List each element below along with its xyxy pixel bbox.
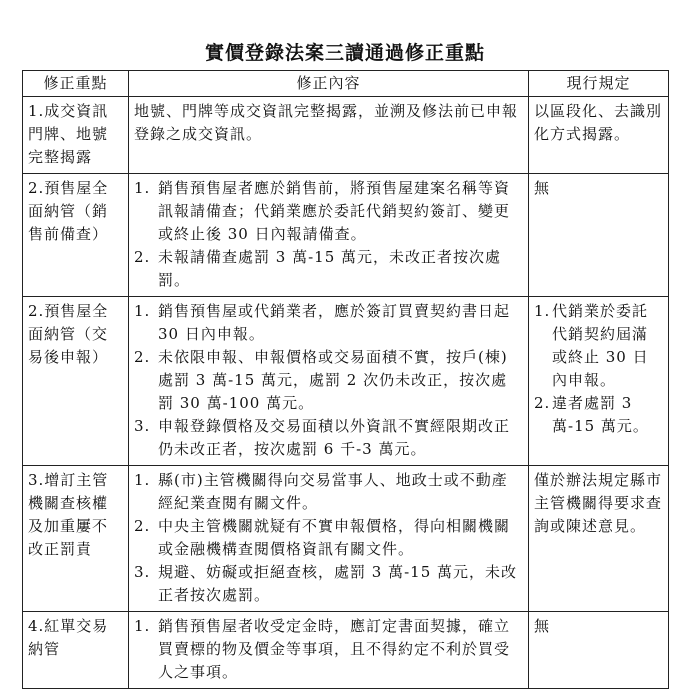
list-item [534, 300, 663, 392]
content-list [134, 300, 523, 461]
list-item [134, 346, 523, 415]
cell-point [23, 612, 129, 689]
item-text: 違者處罰 3 萬-15 萬元。 [552, 394, 649, 435]
item-text: 縣(市)主管機關得向交易當事人、地政士或不動產經紀業查閱有關文件。 [158, 471, 508, 512]
cell-current [529, 174, 669, 297]
table-header-row [23, 71, 669, 97]
item-number: 1. [134, 302, 151, 320]
item-text: 代銷業於委託代銷契約屆滿或終止 30 日內申報。 [552, 302, 649, 389]
item-number: 3. [134, 563, 151, 581]
header-amendment-point: 修正重點 [23, 71, 129, 97]
table-row [23, 612, 669, 689]
cell-current [529, 612, 669, 689]
table-row [23, 297, 669, 466]
list-item [134, 469, 523, 515]
item-number: 2. [534, 394, 551, 412]
cell-content [129, 174, 529, 297]
point-text: 2.預售屋全面納管（交易後申報） [28, 302, 109, 366]
item-text: 中央主管機關就疑有不實申報價格，得向相關機關或金融機構查閱價格資訊有關文件。 [158, 517, 511, 558]
current-text: 僅於辦法規定縣市主管機關得要求查詢或陳述意見。 [534, 471, 663, 535]
item-text: 銷售預售屋者收受定金時，應訂定書面契據，確立買賣標的物及價金等事項，且不得約定不利於買受人之事項。 [158, 617, 511, 681]
cell-point [23, 174, 129, 297]
list-item [134, 515, 523, 561]
header-amendment-content: 修正內容 [129, 71, 529, 97]
document-title: 實價登錄法案三讀通過修正重點 [204, 42, 485, 64]
item-number: 3. [134, 417, 151, 435]
cell-content [129, 612, 529, 689]
list-item [534, 392, 663, 438]
cell-point [23, 297, 129, 466]
cell-content [129, 466, 529, 612]
list-item [134, 300, 523, 346]
point-text: 3.增訂主管機關查核權及加重屢不改正罰責 [28, 471, 109, 558]
item-number: 1. [134, 617, 151, 635]
amendment-table [22, 70, 669, 689]
cell-content [129, 297, 529, 466]
content-list [134, 469, 523, 607]
cell-point [23, 97, 129, 174]
item-number: 2. [134, 517, 151, 535]
list-item [134, 246, 523, 292]
item-text: 未報請備查處罰 3 萬-15 萬元，未改正者按次處罰。 [158, 248, 502, 289]
item-number: 1. [134, 471, 151, 489]
item-number: 2. [134, 348, 151, 366]
content-text: 地號、門牌等成交資訊完整揭露，並溯及修法前已申報登錄之成交資訊。 [134, 102, 519, 143]
item-text: 規避、妨礙或拒絕查核，處罰 3 萬-15 萬元，未改正者按次處罰。 [158, 563, 518, 604]
list-item [134, 615, 523, 684]
item-text: 申報登錄價格及交易面積以外資訊不實經限期改正仍未改正者，按次處罰 6 千-3 萬元。 [158, 417, 511, 458]
header-current-rules: 現行規定 [529, 71, 669, 97]
cell-content [129, 97, 529, 174]
current-text: 無 [534, 617, 551, 635]
content-list [134, 615, 523, 684]
item-text: 未依限申報、申報價格或交易面積不實，按戶(棟)處罰 3 萬-15 萬元，處罰 2 次仍未改正，按次處罰 30 萬-100 萬元。 [158, 348, 508, 412]
content-list [134, 177, 523, 292]
item-text: 銷售預售屋或代銷業者，應於簽訂買賣契約書日起 30 日內申報。 [158, 302, 511, 343]
item-text: 銷售預售屋者應於銷售前，將預售屋建案名稱等資訊報請備查；代銷業應於委託代銷契約簽訂、變更或終止後 30 日內報請備查。 [158, 179, 511, 243]
cell-point [23, 466, 129, 612]
cell-current [529, 97, 669, 174]
item-number: 1. [134, 179, 151, 197]
table-row [23, 174, 669, 297]
list-item [134, 177, 523, 246]
cell-current [529, 297, 669, 466]
point-text: 2.預售屋全面納管（銷售前備查） [28, 179, 109, 243]
point-text: 1.成交資訊門牌、地號完整揭露 [28, 102, 109, 166]
item-number: 1. [534, 302, 551, 320]
list-item [134, 415, 523, 461]
point-text: 4.紅單交易納管 [28, 617, 109, 658]
list-item [134, 561, 523, 607]
table-row [23, 466, 669, 612]
current-text: 以區段化、去識別化方式揭露。 [534, 102, 663, 143]
cell-current [529, 466, 669, 612]
table-row [23, 97, 669, 174]
current-text: 無 [534, 179, 551, 197]
item-number: 2. [134, 248, 151, 266]
current-list [534, 300, 663, 438]
